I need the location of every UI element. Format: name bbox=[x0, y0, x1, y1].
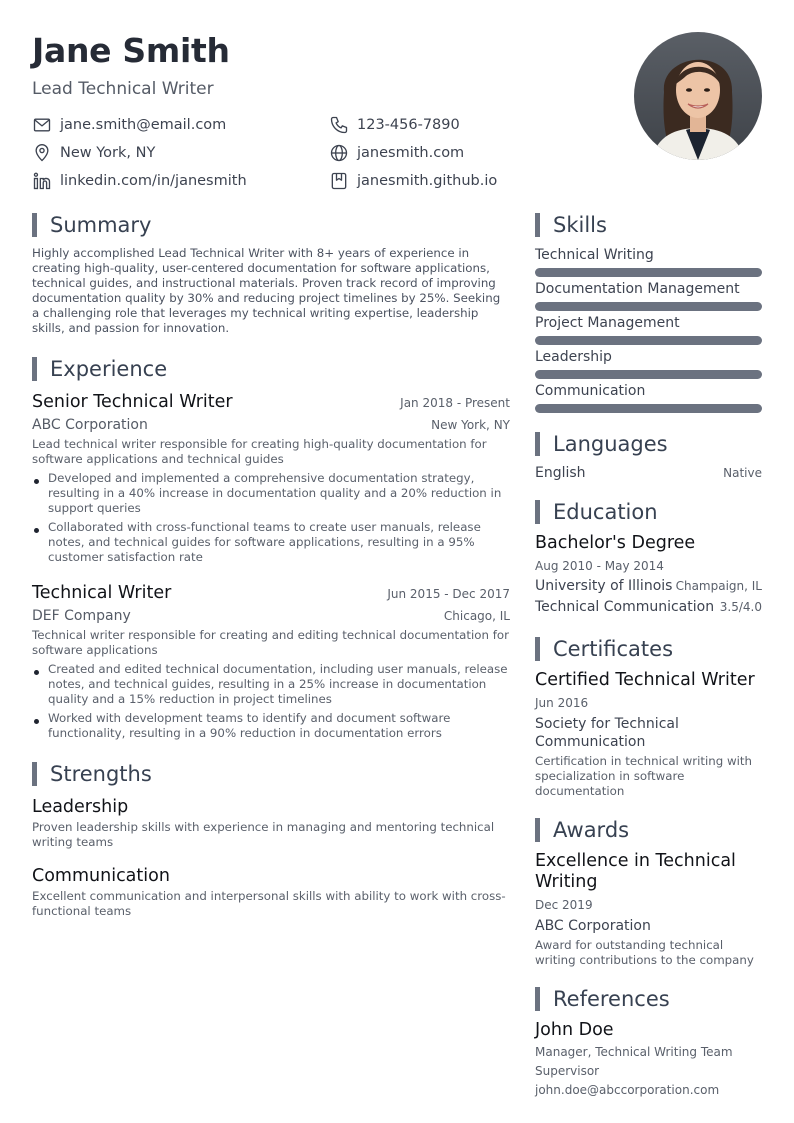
github-text: janesmith.github.io bbox=[357, 173, 498, 189]
job-bullets bbox=[32, 471, 510, 565]
certificates-heading-text: Certificates bbox=[553, 637, 674, 661]
certificate-issuer: Society for Technical Communication bbox=[535, 716, 679, 750]
certificates-section bbox=[535, 636, 762, 799]
languages-heading-text: Languages bbox=[553, 432, 668, 456]
education-heading-text: Education bbox=[553, 500, 658, 524]
references-heading bbox=[535, 986, 762, 1012]
references-section bbox=[535, 986, 762, 1100]
job-entry bbox=[32, 581, 510, 741]
strengths-heading bbox=[32, 761, 510, 787]
skill-item bbox=[535, 382, 762, 413]
heading-bar bbox=[32, 357, 37, 381]
linkedin-icon bbox=[32, 171, 52, 191]
skill-level-bar bbox=[535, 404, 762, 413]
heading-bar bbox=[535, 500, 540, 524]
job-bullets bbox=[32, 662, 510, 741]
job-title: Senior Technical Writer bbox=[32, 392, 233, 412]
strength-title: Leadership bbox=[32, 797, 129, 817]
job-bullet: Created and edited technical documentation, including user manuals, release notes, and technical guides, resulting in a 25% increase in documentation quality and a 15% reduction in project timelines bbox=[32, 662, 510, 707]
job-title: Technical Writer bbox=[32, 583, 172, 603]
summary-heading bbox=[32, 212, 510, 238]
field-of-study: Technical Communication bbox=[535, 599, 715, 615]
awards-heading-text: Awards bbox=[553, 818, 630, 842]
email-text: jane.smith@email.com bbox=[60, 117, 227, 133]
education-date: Aug 2010 - May 2014 bbox=[535, 559, 664, 573]
skill-name: Communication bbox=[535, 383, 646, 399]
heading-bar bbox=[535, 987, 540, 1011]
strength-title: Communication bbox=[32, 866, 170, 886]
resume-header bbox=[32, 30, 592, 192]
strength-text: Excellent communication and interpersonal skills with ability to work with cross-functional teams bbox=[32, 889, 506, 918]
job-entry bbox=[32, 390, 510, 565]
award-issuer: ABC Corporation bbox=[535, 918, 651, 934]
skill-level-bar bbox=[535, 302, 762, 311]
certificates-heading bbox=[535, 636, 762, 662]
skill-name: Documentation Management bbox=[535, 281, 740, 297]
skill-name: Leadership bbox=[535, 349, 612, 365]
skill-level-bar bbox=[535, 336, 762, 345]
school-name: University of Illinois bbox=[535, 578, 673, 594]
skills-section bbox=[535, 212, 762, 413]
reference-email[interactable]: john.doe@abccorporation.com bbox=[535, 1083, 720, 1097]
summary-section bbox=[32, 212, 510, 336]
contact-list bbox=[32, 114, 592, 192]
awards-heading bbox=[535, 817, 762, 843]
summary-text: Highly accomplished Lead Technical Writer with 8+ years of experience in creating high-quality, user-centered documentation for software applications, technical guides, and instructional materials. Proven track record of improving documentation quality by 30% and reducing project timelines by 25%. Seeking a challenging role that leverages my technical writing expertise, leadership skills, and passion for innovation. bbox=[32, 246, 501, 335]
contact-website[interactable] bbox=[329, 142, 579, 164]
contact-phone[interactable] bbox=[329, 114, 579, 136]
strength-text: Proven leadership skills with experience in managing and mentoring technical writing teams bbox=[32, 820, 495, 849]
profile-photo bbox=[634, 32, 762, 160]
skill-name: Technical Writing bbox=[535, 247, 654, 263]
left-column bbox=[32, 212, 510, 939]
job-description: Technical writer responsible for creating and editing technical documentation for software applications bbox=[32, 628, 509, 657]
heading-bar bbox=[535, 213, 540, 237]
award-title: Excellence in Technical Writing bbox=[535, 851, 736, 892]
job-bullet: Collaborated with cross-functional teams to create user manuals, release notes, and technical guides for software applications, resulting in a 95% customer satisfaction rate bbox=[32, 520, 510, 565]
contact-linkedin[interactable] bbox=[32, 170, 329, 192]
heading-bar bbox=[32, 213, 37, 237]
language-name: English bbox=[535, 465, 586, 481]
school-location: Champaign, IL bbox=[675, 579, 762, 593]
skills-list bbox=[535, 246, 762, 413]
skill-item bbox=[535, 246, 762, 277]
education-section bbox=[535, 499, 762, 618]
location-text: New York, NY bbox=[60, 145, 156, 161]
heading-bar bbox=[32, 762, 37, 786]
bookmark-icon bbox=[329, 171, 349, 191]
job-date: Jan 2018 - Present bbox=[400, 396, 510, 410]
website-text: janesmith.com bbox=[357, 145, 465, 161]
references-heading-text: References bbox=[553, 987, 670, 1011]
job-date: Jun 2015 - Dec 2017 bbox=[387, 587, 510, 601]
right-column bbox=[535, 212, 762, 1118]
experience-heading bbox=[32, 356, 510, 382]
experience-section bbox=[32, 356, 510, 741]
globe-icon bbox=[329, 143, 349, 163]
job-location: Chicago, IL bbox=[443, 609, 510, 623]
heading-bar bbox=[535, 818, 540, 842]
skill-item bbox=[535, 314, 762, 345]
summary-heading-text: Summary bbox=[50, 213, 152, 237]
skills-heading-text: Skills bbox=[553, 213, 607, 237]
experience-heading-text: Experience bbox=[50, 357, 168, 381]
job-company: DEF Company bbox=[32, 608, 131, 624]
candidate-name: Jane Smith bbox=[32, 31, 230, 70]
skills-heading bbox=[535, 212, 762, 238]
strengths-heading-text: Strengths bbox=[50, 762, 152, 786]
skill-level-bar bbox=[535, 268, 762, 277]
contact-github[interactable] bbox=[329, 170, 579, 192]
skill-item bbox=[535, 280, 762, 311]
job-location: New York, NY bbox=[431, 418, 510, 432]
certificate-title: Certified Technical Writer bbox=[535, 670, 755, 690]
reference-name: John Doe bbox=[535, 1020, 614, 1040]
awards-section bbox=[535, 817, 762, 968]
certificate-description: Certification in technical writing with specialization in software documentation bbox=[535, 754, 753, 798]
education-heading bbox=[535, 499, 762, 525]
languages-section bbox=[535, 431, 762, 481]
languages-heading bbox=[535, 431, 762, 457]
job-bullet: Worked with development teams to identify and document software functionality, resulting in a 90% reduction in documentation errors bbox=[32, 711, 510, 741]
heading-bar bbox=[535, 432, 540, 456]
contact-location bbox=[32, 142, 329, 164]
heading-bar bbox=[535, 637, 540, 661]
certificate-date: Jun 2016 bbox=[535, 696, 589, 710]
language-level: Native bbox=[723, 466, 762, 480]
phone-text: 123-456-7890 bbox=[357, 117, 460, 133]
skill-level-bar bbox=[535, 370, 762, 379]
award-date: Dec 2019 bbox=[535, 898, 593, 912]
phone-icon bbox=[329, 115, 349, 135]
linkedin-text: linkedin.com/in/janesmith bbox=[60, 173, 247, 189]
strength-item bbox=[32, 864, 510, 919]
job-bullet: Developed and implemented a comprehensive documentation strategy, resulting in a 40% increase in documentation quality and a 20% reduction in support queries bbox=[32, 471, 510, 516]
language-item bbox=[535, 465, 762, 481]
location-pin-icon bbox=[32, 143, 52, 163]
gpa: 3.5/4.0 bbox=[719, 600, 762, 614]
strength-item bbox=[32, 795, 510, 850]
degree: Bachelor's Degree bbox=[535, 533, 696, 553]
reference-role: Manager, Technical Writing Team Supervisor bbox=[535, 1045, 733, 1078]
job-description: Lead technical writer responsible for creating high-quality documentation for software applications and technical guides bbox=[32, 437, 487, 466]
skill-name: Project Management bbox=[535, 315, 680, 331]
mail-icon bbox=[32, 115, 52, 135]
candidate-title: Lead Technical Writer bbox=[32, 79, 214, 99]
skill-item bbox=[535, 348, 762, 379]
contact-email[interactable] bbox=[32, 114, 329, 136]
job-company: ABC Corporation bbox=[32, 417, 148, 433]
award-description: Award for outstanding technical writing contributions to the company bbox=[535, 938, 754, 967]
strengths-section bbox=[32, 761, 510, 919]
